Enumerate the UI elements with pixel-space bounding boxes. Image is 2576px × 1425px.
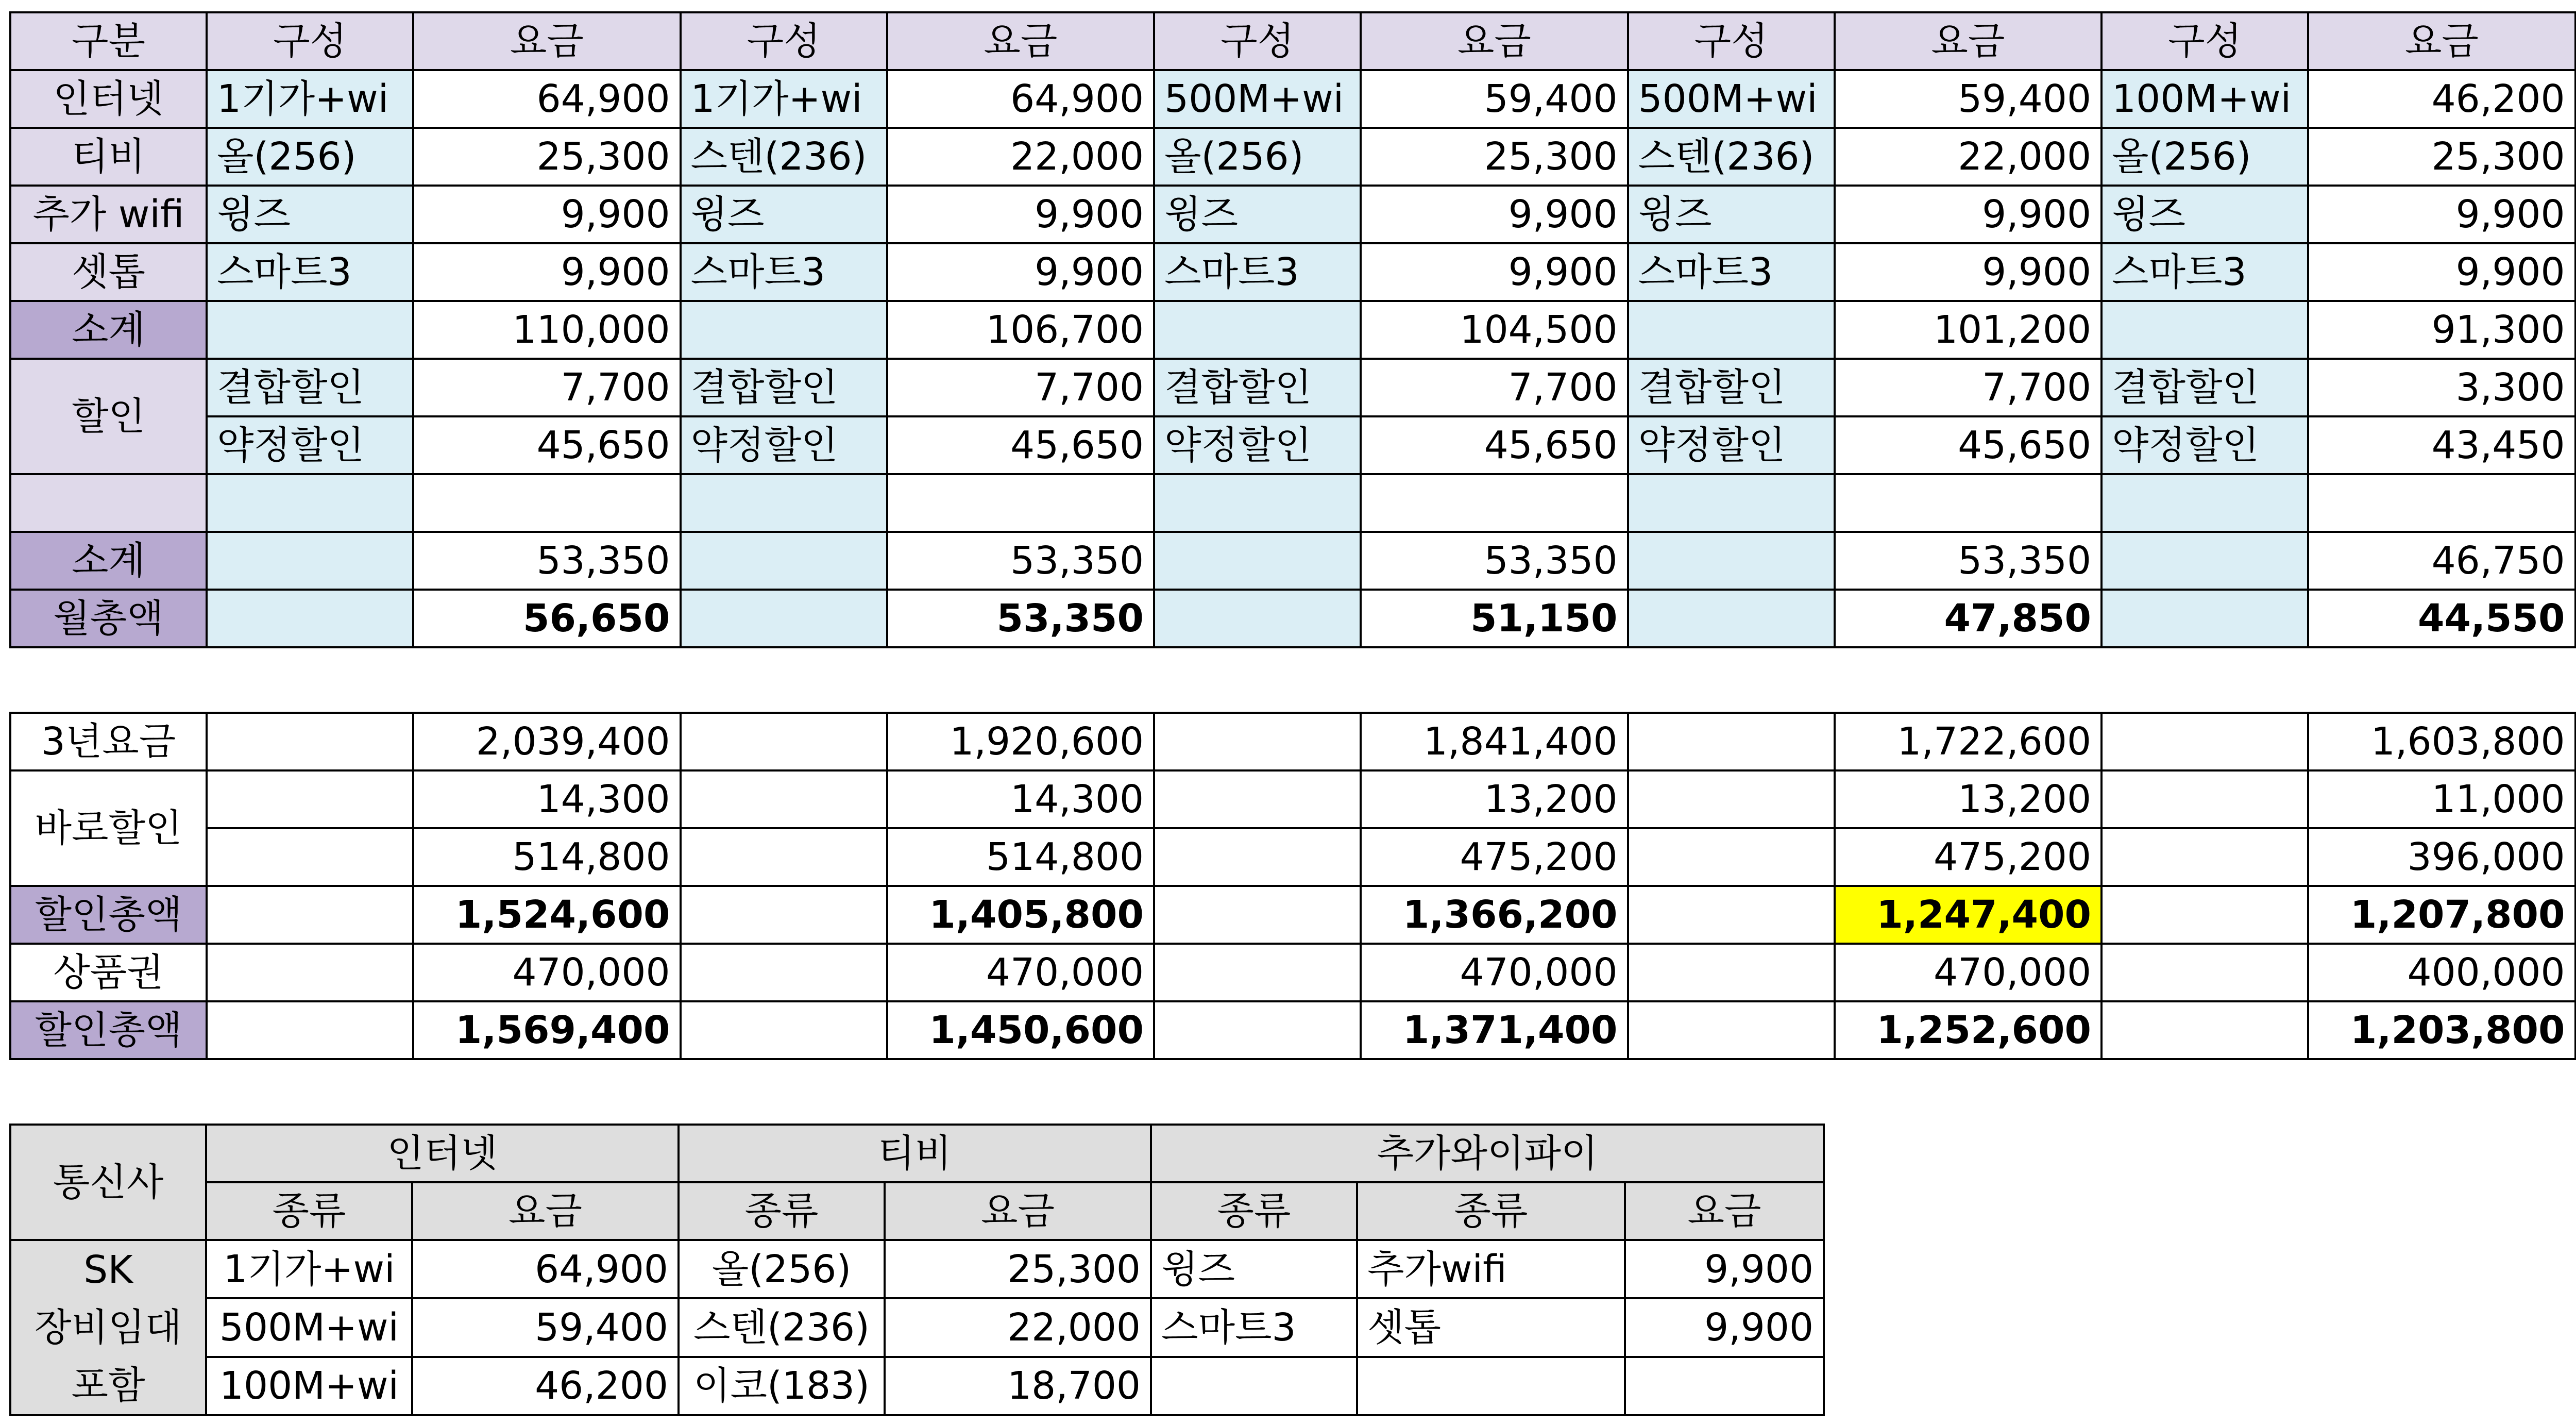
row-monthly-total	[10, 590, 2576, 647]
internet-header: 인터넷	[206, 1125, 679, 1182]
value-cell: 1,569,400	[413, 1001, 680, 1059]
price-cell: 46,200	[2308, 70, 2575, 128]
subheader-cell: 요금	[412, 1182, 679, 1240]
price-cell: 9,900	[1625, 1298, 1824, 1356]
carrier-line: SK	[83, 1248, 133, 1292]
price-cell: 59,400	[412, 1298, 679, 1356]
config-cell	[681, 532, 887, 590]
value-cell: 1,841,400	[1361, 713, 1628, 770]
item-cell: 셋톱	[1357, 1298, 1625, 1356]
config-cell	[1628, 532, 1835, 590]
header-cell: 요금	[2308, 12, 2575, 70]
price-cell: 46,750	[2308, 532, 2575, 590]
row-blank	[10, 474, 2576, 532]
row-subtotal	[10, 301, 2576, 359]
price-cell: 110,000	[413, 301, 680, 359]
value-cell: 400,000	[2308, 944, 2575, 1001]
price-cell: 9,900	[2308, 243, 2575, 301]
price-cell: 9,900	[1361, 186, 1628, 243]
item-cell	[1357, 1357, 1625, 1415]
row-label: 할인	[10, 359, 207, 474]
config-cell: 스텐(236)	[1628, 128, 1835, 186]
value-cell: 475,200	[1361, 828, 1628, 886]
row-instant-monthly	[10, 770, 2576, 828]
config-cell	[1154, 532, 1361, 590]
row-label: 소계	[10, 532, 207, 590]
item-cell: 100M+wi	[206, 1357, 412, 1415]
price-cell: 106,700	[887, 301, 1154, 359]
price-cell: 64,900	[413, 70, 680, 128]
value-cell: 475,200	[1835, 828, 2102, 886]
header-cell: 구성	[207, 12, 413, 70]
item-cell: 올(256)	[679, 1240, 885, 1298]
config-cell: 스마트3	[1154, 243, 1361, 301]
subheader-cell: 종류	[206, 1182, 412, 1240]
header-cell: 구성	[681, 12, 887, 70]
header-cell: 요금	[1835, 12, 2102, 70]
price-list-row	[10, 1298, 1824, 1356]
price-cell: 25,300	[2308, 128, 2575, 186]
config-cell	[1154, 590, 1361, 647]
value-cell: 1,603,800	[2308, 713, 2575, 770]
config-cell: 500M+wi	[1154, 70, 1361, 128]
carrier-header: 통신사	[10, 1125, 206, 1240]
price-cell: 25,300	[885, 1240, 1151, 1298]
subheader-cell: 요금	[1625, 1182, 1824, 1240]
config-cell: 올(256)	[207, 128, 413, 186]
value-cell: 470,000	[1361, 944, 1628, 1001]
config-cell	[1628, 590, 1835, 647]
value-cell: 1,722,600	[1835, 713, 2102, 770]
price-cell: 18,700	[885, 1357, 1151, 1415]
row-label: 바로할인	[10, 770, 207, 886]
value-cell: 1,450,600	[887, 1001, 1154, 1059]
price-cell: 101,200	[1835, 301, 2102, 359]
pricing-table	[9, 11, 2576, 648]
value-cell: 514,800	[887, 828, 1154, 886]
row-tv	[10, 128, 2576, 186]
price-cell: 45,650	[1361, 416, 1628, 474]
price-cell: 22,000	[887, 128, 1154, 186]
config-cell	[681, 590, 887, 647]
row-label: 인터넷	[10, 70, 207, 128]
row-label: 소계	[10, 301, 207, 359]
config-cell: 스마트3	[207, 243, 413, 301]
item-cell: 추가wifi	[1357, 1240, 1625, 1298]
price-cell: 45,650	[413, 416, 680, 474]
tv-header: 티비	[679, 1125, 1151, 1182]
value-cell: 1,371,400	[1361, 1001, 1628, 1059]
config-cell: 윙즈	[2102, 186, 2308, 243]
item-cell: 이코(183)	[679, 1357, 885, 1415]
row-label: 월총액	[10, 590, 207, 647]
row-settop	[10, 243, 2576, 301]
config-cell: 윙즈	[1628, 186, 1835, 243]
config-cell: 결합할인	[1154, 359, 1361, 416]
row-wifi	[10, 186, 2576, 243]
header-cell: 구성	[2102, 12, 2308, 70]
carrier-line: 장비임대	[35, 1305, 182, 1350]
config-cell: 윙즈	[1154, 186, 1361, 243]
price-cell	[413, 474, 680, 532]
price-cell: 7,700	[887, 359, 1154, 416]
header-cell: 구성	[1154, 12, 1361, 70]
config-cell: 스마트3	[681, 243, 887, 301]
summary-table	[9, 712, 2576, 1060]
price-cell: 64,900	[887, 70, 1154, 128]
config-cell: 결합할인	[1628, 359, 1835, 416]
price-cell: 9,900	[887, 186, 1154, 243]
price-cell: 22,000	[885, 1298, 1151, 1356]
row-combo-discount	[10, 359, 2576, 416]
subheader-cell: 종류	[1151, 1182, 1357, 1240]
price-cell: 9,900	[1361, 243, 1628, 301]
item-cell: 스마트3	[1151, 1298, 1357, 1356]
value-cell: 11,000	[2308, 770, 2575, 828]
price-cell: 59,400	[1835, 70, 2102, 128]
value-cell: 1,252,600	[1835, 1001, 2102, 1059]
config-cell: 약정할인	[2102, 416, 2308, 474]
config-cell: 약정할인	[1628, 416, 1835, 474]
price-cell: 7,700	[1361, 359, 1628, 416]
row-label: 추가 wifi	[10, 186, 207, 243]
total-cell: 53,350	[887, 590, 1154, 647]
header-cell: 구성	[1628, 12, 1835, 70]
value-cell: 1,405,800	[887, 886, 1154, 944]
value-cell: 514,800	[413, 828, 680, 886]
item-cell: 윙즈	[1151, 1240, 1357, 1298]
row-discount-total	[10, 886, 2576, 944]
config-cell: 결합할인	[2102, 359, 2308, 416]
price-cell: 9,900	[413, 243, 680, 301]
row-label: 셋톱	[10, 243, 207, 301]
price-cell: 45,650	[1835, 416, 2102, 474]
row-gift-card	[10, 944, 2576, 1001]
config-cell	[2102, 532, 2308, 590]
config-cell	[681, 474, 887, 532]
total-cell: 56,650	[413, 590, 680, 647]
config-cell	[207, 474, 413, 532]
config-cell	[2102, 590, 2308, 647]
price-list-table	[9, 1124, 1825, 1416]
config-cell	[1154, 474, 1361, 532]
item-cell: 스텐(236)	[679, 1298, 885, 1356]
value-cell: 470,000	[1835, 944, 2102, 1001]
header-row	[10, 12, 2576, 70]
price-cell: 9,900	[2308, 186, 2575, 243]
value-cell: 470,000	[887, 944, 1154, 1001]
price-cell: 45,650	[887, 416, 1154, 474]
value-cell: 396,000	[2308, 828, 2575, 886]
config-cell	[207, 590, 413, 647]
price-cell	[1835, 474, 2102, 532]
config-cell: 500M+wi	[1628, 70, 1835, 128]
config-cell	[207, 301, 413, 359]
price-cell: 53,350	[1361, 532, 1628, 590]
header-cell: 요금	[887, 12, 1154, 70]
value-cell: 14,300	[413, 770, 680, 828]
wifi-header: 추가와이파이	[1151, 1125, 1824, 1182]
value-cell: 470,000	[413, 944, 680, 1001]
price-cell: 9,900	[1835, 243, 2102, 301]
config-cell: 100M+wi	[2102, 70, 2308, 128]
price-cell: 9,900	[887, 243, 1154, 301]
config-cell: 윙즈	[681, 186, 887, 243]
price-cell: 3,300	[2308, 359, 2575, 416]
config-cell: 약정할인	[1154, 416, 1361, 474]
price-cell: 59,400	[1361, 70, 1628, 128]
row-final-total	[10, 1001, 2576, 1059]
subheader-cell: 종류	[1357, 1182, 1625, 1240]
price-cell	[1361, 474, 1628, 532]
subheader-cell: 종류	[679, 1182, 885, 1240]
config-cell	[2102, 301, 2308, 359]
subheader-cell: 요금	[885, 1182, 1151, 1240]
row-three-year	[10, 713, 2576, 770]
price-cell: 7,700	[413, 359, 680, 416]
row-label: 3년요금	[10, 713, 207, 770]
config-cell	[1154, 301, 1361, 359]
value-cell: 14,300	[887, 770, 1154, 828]
price-cell: 53,350	[413, 532, 680, 590]
carrier-cell	[10, 1240, 206, 1415]
value-cell: 1,920,600	[887, 713, 1154, 770]
config-cell: 윙즈	[207, 186, 413, 243]
price-cell: 9,900	[413, 186, 680, 243]
config-cell: 스마트3	[1628, 243, 1835, 301]
config-cell: 결합할인	[681, 359, 887, 416]
config-cell: 올(256)	[2102, 128, 2308, 186]
price-list-row	[10, 1240, 1824, 1298]
price-cell: 7,700	[1835, 359, 2102, 416]
price-list-subheader-row	[10, 1182, 1824, 1240]
config-cell: 1기가+wi	[681, 70, 887, 128]
item-cell: 1기가+wi	[206, 1240, 412, 1298]
price-cell: 25,300	[1361, 128, 1628, 186]
price-cell: 43,450	[2308, 416, 2575, 474]
price-cell: 53,350	[887, 532, 1154, 590]
header-cell: 구분	[10, 12, 207, 70]
value-cell: 13,200	[1835, 770, 2102, 828]
total-cell: 51,150	[1361, 590, 1628, 647]
row-label	[10, 474, 207, 532]
row-contract-discount	[10, 416, 2576, 474]
price-cell: 46,200	[412, 1357, 679, 1415]
value-cell: 2,039,400	[413, 713, 680, 770]
value-cell: 1,366,200	[1361, 886, 1628, 944]
total-cell: 44,550	[2308, 590, 2575, 647]
price-cell	[1625, 1357, 1824, 1415]
price-list-row	[10, 1357, 1824, 1415]
config-cell	[681, 301, 887, 359]
config-cell	[1628, 474, 1835, 532]
value-cell: 13,200	[1361, 770, 1628, 828]
price-cell: 53,350	[1835, 532, 2102, 590]
config-cell	[207, 532, 413, 590]
carrier-line: 포함	[71, 1363, 145, 1407]
row-instant-three-year	[10, 828, 2576, 886]
price-cell: 9,900	[1625, 1240, 1824, 1298]
config-cell: 올(256)	[1154, 128, 1361, 186]
row-subtotal-after-discount	[10, 532, 2576, 590]
highlighted-value-cell: 1,247,400	[1835, 886, 2102, 944]
price-list-header-row	[10, 1125, 1824, 1182]
row-label: 티비	[10, 128, 207, 186]
price-cell: 22,000	[1835, 128, 2102, 186]
header-cell: 요금	[1361, 12, 1628, 70]
row-internet	[10, 70, 2576, 128]
config-cell	[1628, 301, 1835, 359]
price-cell	[2308, 474, 2575, 532]
config-cell: 약정할인	[207, 416, 413, 474]
price-cell: 104,500	[1361, 301, 1628, 359]
config-cell: 스텐(236)	[681, 128, 887, 186]
row-label: 상품권	[10, 944, 207, 1001]
value-cell: 1,203,800	[2308, 1001, 2575, 1059]
item-cell: 500M+wi	[206, 1298, 412, 1356]
value-cell: 1,524,600	[413, 886, 680, 944]
header-cell: 요금	[413, 12, 680, 70]
total-cell: 47,850	[1835, 590, 2102, 647]
config-cell: 결합할인	[207, 359, 413, 416]
config-cell: 스마트3	[2102, 243, 2308, 301]
item-cell	[1151, 1357, 1357, 1415]
config-cell	[2102, 474, 2308, 532]
config-cell: 1기가+wi	[207, 70, 413, 128]
price-cell: 9,900	[1835, 186, 2102, 243]
config-cell: 약정할인	[681, 416, 887, 474]
price-cell: 91,300	[2308, 301, 2575, 359]
value-cell: 1,207,800	[2308, 886, 2575, 944]
price-cell	[887, 474, 1154, 532]
row-label: 할인총액	[10, 1001, 207, 1059]
row-label: 할인총액	[10, 886, 207, 944]
price-cell: 25,300	[413, 128, 680, 186]
price-cell: 64,900	[412, 1240, 679, 1298]
